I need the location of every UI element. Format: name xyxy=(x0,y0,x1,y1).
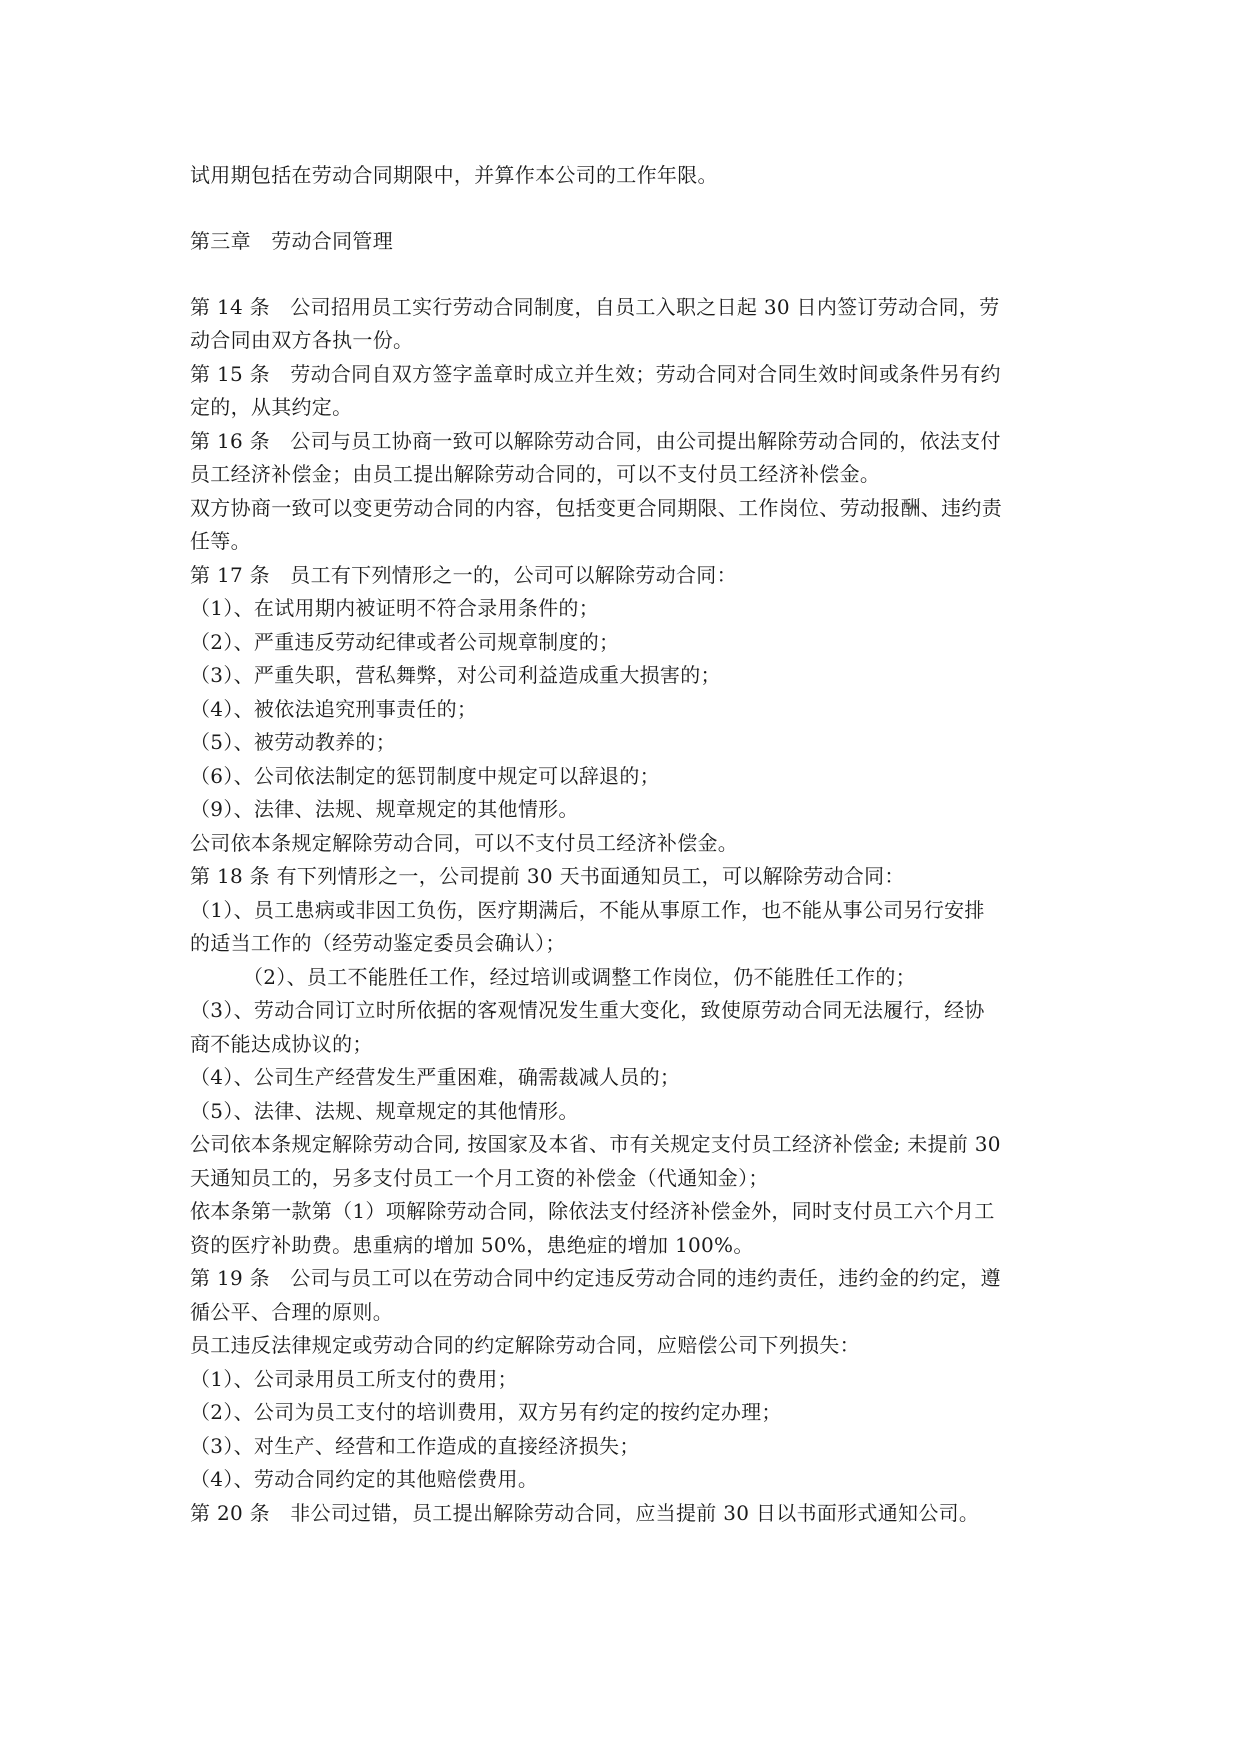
chapter-heading: 第三章 劳动合同管理 xyxy=(190,229,393,253)
article-16-line-2: 员工经济补偿金；由员工提出解除劳动合同的，可以不支付员工经济补偿金。 xyxy=(190,462,881,486)
text-line: 天通知员工的，另多支付员工一个月工资的补偿金（代通知金）； xyxy=(190,1166,769,1190)
text-line: 试用期包括在劳动合同期限中，并算作本公司的工作年限。 xyxy=(190,163,718,187)
list-item: （3）、对生产、经营和工作造成的直接经济损失； xyxy=(190,1434,640,1458)
text-line: 公司依本条规定解除劳动合同, 按国家及本省、市有关规定支付员工经济补偿金; 未提前 30 xyxy=(190,1132,1001,1156)
list-item: （1）、公司录用员工所支付的费用； xyxy=(190,1367,518,1391)
list-item: （3）、劳动合同订立时所依据的客观情况发生重大变化，致使原劳动合同无法履行，经协 xyxy=(190,998,985,1022)
list-item: （2）、员工不能胜任工作，经过培训或调整工作岗位，仍不能胜任工作的； xyxy=(243,965,916,989)
text-line: 依本条第一款第（1）项解除劳动合同，除依法支付经济补偿金外，同时支付员工六个月工 xyxy=(190,1199,995,1223)
text-line: 公司依本条规定解除劳动合同，可以不支付员工经济补偿金。 xyxy=(190,831,739,855)
list-item: （2）、严重违反劳动纪律或者公司规章制度的； xyxy=(190,630,620,654)
article-18-heading: 第 18 条 有下列情形之一，公司提前 30 天书面通知员工，可以解除劳动合同： xyxy=(190,864,905,888)
article-16-line-1: 第 16 条 公司与员工协商一致可以解除劳动合同，由公司提出解除劳动合同的，依法支付 xyxy=(190,429,1001,453)
article-14-line-1: 第 14 条 公司招用员工实行劳动合同制度，自员工入职之日起 30 日内签订劳动合同，劳 xyxy=(190,295,1000,319)
article-19-line-1: 第 19 条 公司与员工可以在劳动合同中约定违反劳动合同的违约责任，违约金的约定，遵 xyxy=(190,1266,1001,1290)
list-item: （4）、被依法追究刑事责任的； xyxy=(190,697,478,721)
list-item: （5）、被劳动教养的； xyxy=(190,730,397,754)
list-item: （1）、在试用期内被证明不符合录用条件的； xyxy=(190,596,600,620)
article-20-line: 第 20 条 非公司过错，员工提出解除劳动合同，应当提前 30 日以书面形式通知公司。 xyxy=(190,1501,980,1525)
article-19-line-2: 循公平、合理的原则。 xyxy=(190,1300,393,1324)
text-line: 的适当工作的（经劳动鉴定委员会确认）； xyxy=(190,931,566,955)
list-item: （4）、劳动合同约定的其他赔偿费用。 xyxy=(190,1467,539,1491)
list-item: （5）、法律、法规、规章规定的其他情形。 xyxy=(190,1099,579,1123)
text-line: 员工违反法律规定或劳动合同的约定解除劳动合同，应赔偿公司下列损失： xyxy=(190,1333,860,1357)
list-item: （1）、员工患病或非因工负伤，医疗期满后，不能从事原工作，也不能从事公司另行安排 xyxy=(190,898,985,922)
list-item: （4）、公司生产经营发生严重困难，确需裁减人员的； xyxy=(190,1065,681,1089)
article-15-line-2: 定的，从其约定。 xyxy=(190,395,353,419)
article-17-heading: 第 17 条 员工有下列情形之一的，公司可以解除劳动合同： xyxy=(190,563,737,587)
text-line: 商不能达成协议的； xyxy=(190,1032,373,1056)
list-item: （2）、公司为员工支付的培训费用，双方另有约定的按约定办理； xyxy=(190,1400,782,1424)
text-line: 资的医疗补助费。患重病的增加 50%，患绝症的增加 100%。 xyxy=(190,1233,754,1257)
text-line: 双方协商一致可以变更劳动合同的内容，包括变更合同期限、工作岗位、劳动报酬、违约责 xyxy=(190,496,1002,520)
article-14-line-2: 动合同由双方各执一份。 xyxy=(190,328,414,352)
list-item: （9）、法律、法规、规章规定的其他情形。 xyxy=(190,797,579,821)
text-line: 任等。 xyxy=(190,529,251,553)
article-15-line-1: 第 15 条 劳动合同自双方签字盖章时成立并生效；劳动合同对合同生效时间或条件另有约 xyxy=(190,362,1001,386)
list-item: （6）、公司依法制定的惩罚制度中规定可以辞退的； xyxy=(190,764,660,788)
list-item: （3）、严重失职，营私舞弊，对公司利益造成重大损害的； xyxy=(190,663,721,687)
